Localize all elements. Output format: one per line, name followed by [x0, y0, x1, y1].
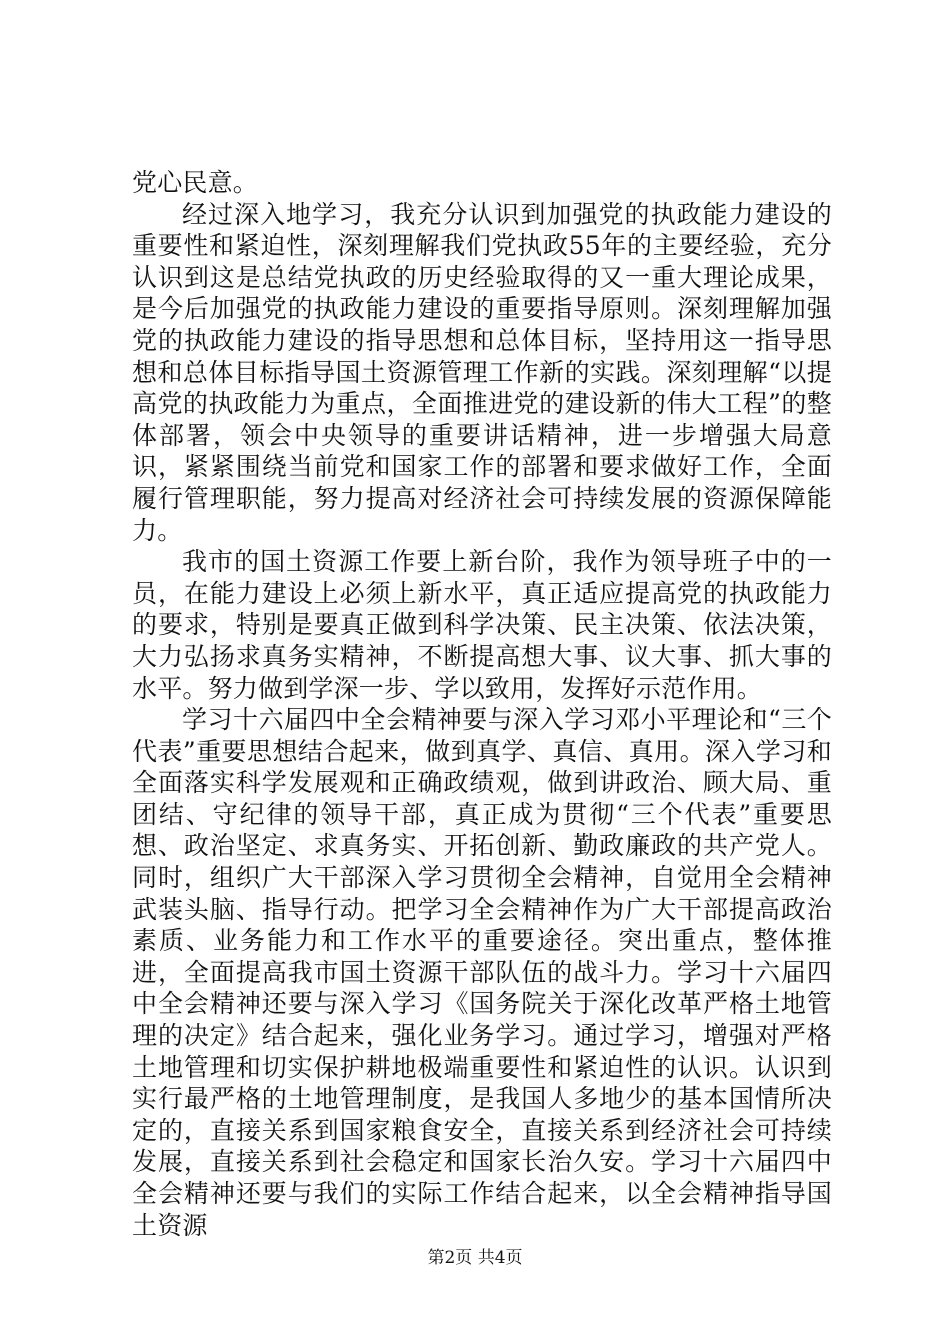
paragraph-personal-commitment: 我市的国土资源工作要上新台阶，我作为领导班子中的一员，在能力建设上必须上新水平，真正适应提高党的执政能力的要求，特别是要真正做到科学决策、民主决策、依法决策，大力弘扬求真务实精神，不断提高想大事、议大事、抓大事的水平。努力做到学深一步、学以致用，发挥好示范作用。: [132, 547, 832, 703]
paragraph-learning-understanding: 经过深入地学习，我充分认识到加强党的执政能力建设的重要性和紧迫性，深刻理解我们党执政55年的主要经验，充分认识到这是总结党执政的历史经验取得的又一重大理论成果，是今后加强党的执政能力建设的重要指导原则。深刻理解加强党的执政能力建设的指导思想和总体目标，坚持用这一指导思想和总体目标指导国土资源管理工作新的实践。深刻理解“以提高党的执政能力为重点，全面推进党的建设新的伟大工程”的整体部署，领会中央领导的重要讲话精神，进一步增强大局意识，紧紧围绕当前党和国家工作的部署和要求做好工作，全面履行管理职能，努力提高对经济社会可持续发展的资源保障能力。: [132, 199, 832, 545]
paragraph-study-integration: 学习十六届四中全会精神要与深入学习邓小平理论和“三个代表”重要思想结合起来，做到真学、真信、真用。深入学习和全面落实科学发展观和正确政绩观，做到讲政治、顾大局、重团结、守纪律的领导干部，真正成为贯彻“三个代表”重要思想、政治坚定、求真务实、开拓创新、勤政廉政的共产党人。同时，组织广大干部深入学习贯彻全会精神，自觉用全会精神武装头脑、指导行动。把学习全会精神作为广大干部提高政治素质、业务能力和工作水平的重要途径。突出重点，整体推进，全面提高我市国土资源干部队伍的战斗力。学习十六届四中全会精神还要与深入学习《国务院关于深化改革严格土地管理的决定》结合起来，强化业务学习。通过学习，增强对严格土地管理和切实保护耕地极端重要性和紧迫性的认识。认识到实行最严格的土地管理制度，是我国人多地少的基本国情所决定的，直接关系到国家粮食安全，直接关系到经济社会可持续发展，直接关系到社会稳定和国家长治久安。学习十六届四中全会精神还要与我们的实际工作结合起来，以全会精神指导国土资源: [132, 705, 832, 1240]
page-number-footer: 第2页 共4页: [427, 1248, 523, 1268]
paragraph-continuation: 党心民意。: [132, 168, 259, 197]
document-body: [132, 167, 832, 1241]
